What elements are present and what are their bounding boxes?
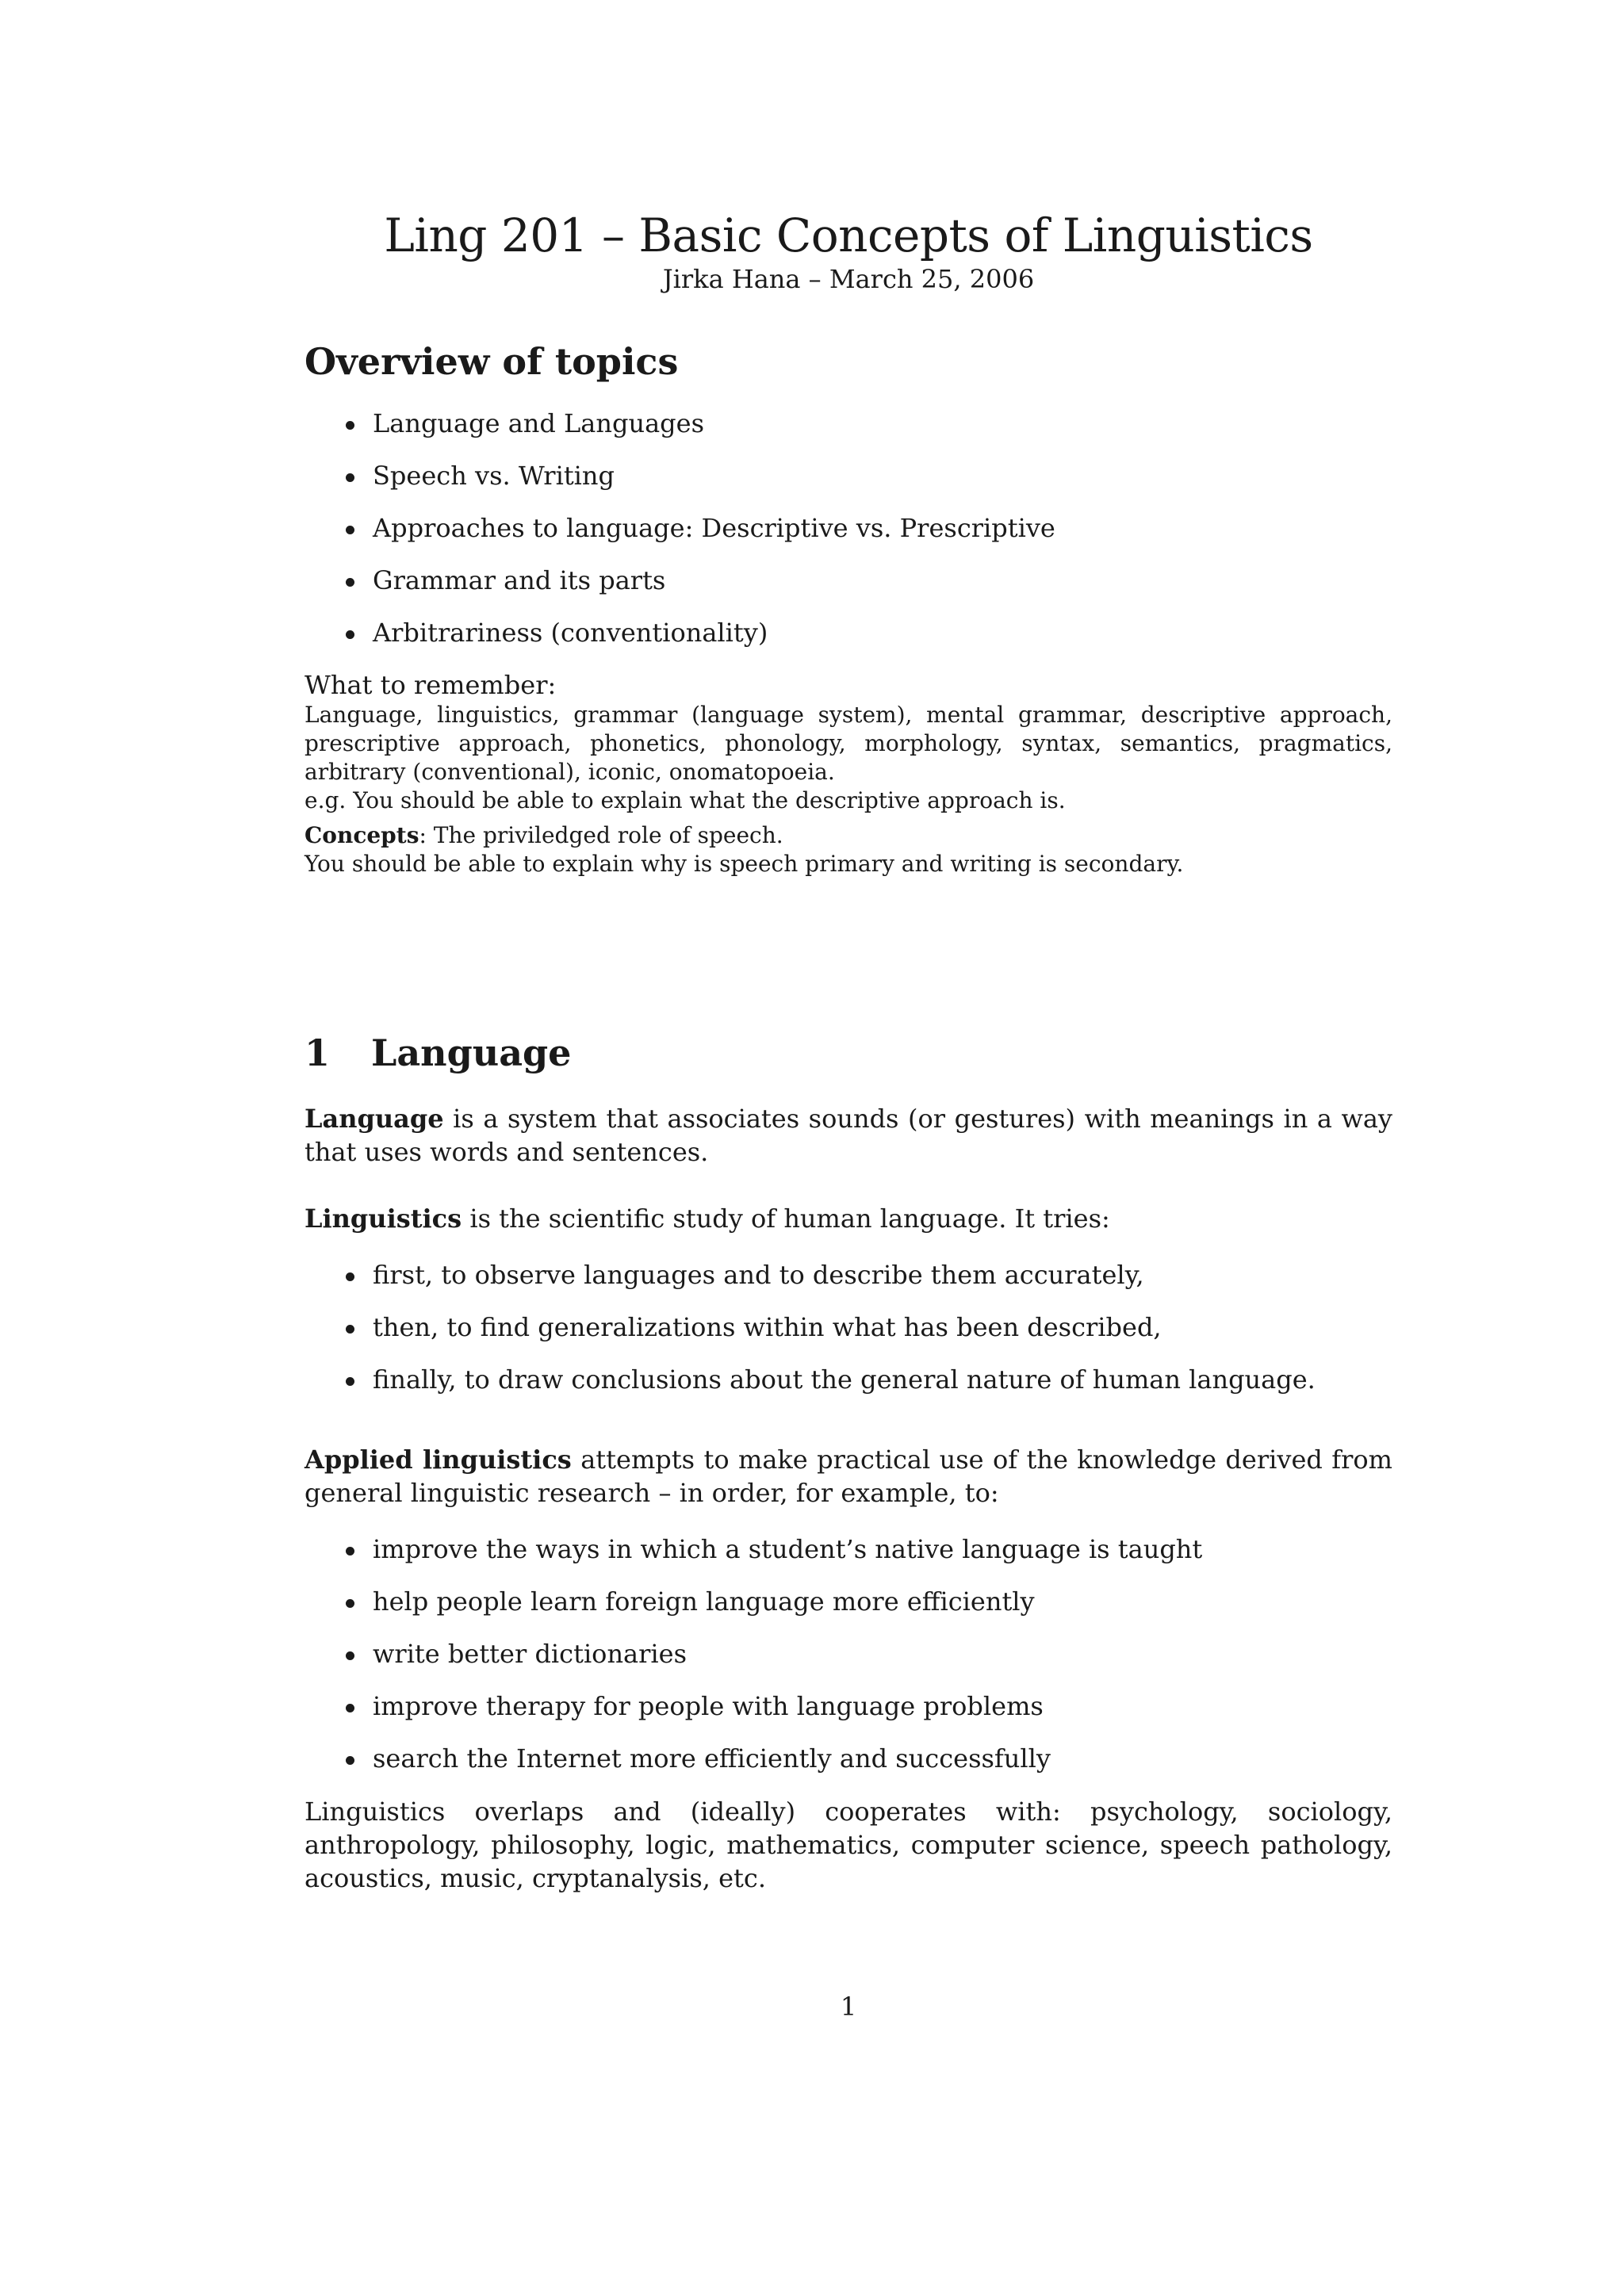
list-item: first, to observe languages and to describe them accurately, — [304, 1259, 1392, 1291]
applied-def-text: attempts to make practical use of the knowledge derived from general linguistic research – in order, for example, to: — [304, 1445, 1393, 1508]
list-item: finally, to draw conclusions about the general nature of human language. — [304, 1364, 1392, 1395]
overview-list — [304, 408, 1392, 649]
concepts-text: : The priviledged role of speech. — [419, 822, 783, 848]
list-item: write better dictionaries — [304, 1638, 1392, 1670]
concepts-line — [304, 821, 1392, 850]
title-block — [304, 208, 1392, 295]
overlap-paragraph: Linguistics overlaps and (ideally) cooperates with: psychology, sociology, anthropology, philosophy, logic, mathematics, computer science, speech pathology, acoustics, music, cryptanalysis, etc. — [304, 1797, 1392, 1893]
language-def-text: is a system that associates sounds (or gestures) with meanings in a way that uses words and sentences. — [304, 1104, 1392, 1167]
document-page — [304, 0, 1392, 2296]
section-language — [304, 1031, 1392, 1895]
linguistics-definition — [304, 1202, 1392, 1235]
language-definition — [304, 1102, 1392, 1169]
list-item: Grammar and its parts — [304, 564, 1392, 596]
list-item: help people learn foreign language more efficiently — [304, 1586, 1392, 1617]
remember-label: What to remember: — [304, 670, 557, 700]
linguistics-list — [304, 1259, 1392, 1395]
applied-term: Applied linguistics — [304, 1445, 572, 1475]
section-number: 1 — [304, 1031, 331, 1074]
linguistics-def-text: is the scientific study of human language. It tries: — [462, 1203, 1110, 1234]
list-item: Language and Languages — [304, 408, 1392, 439]
list-item: then, to find generalizations within what has been described, — [304, 1311, 1392, 1343]
list-item: improve the ways in which a student’s native language is taught — [304, 1533, 1392, 1565]
language-term: Language — [304, 1104, 444, 1134]
section-title: Language — [371, 1031, 572, 1074]
overview-heading: Overview of topics — [304, 340, 679, 383]
linguistics-term: Linguistics — [304, 1203, 462, 1234]
concepts-note: You should be able to explain why is speech primary and writing is secondary. — [304, 851, 1184, 877]
document-subtitle: Jirka Hana – March 25, 2006 — [662, 264, 1035, 294]
section-heading — [304, 1031, 1392, 1075]
applied-definition — [304, 1443, 1392, 1510]
remember-text: Language, linguistics, grammar (language system), mental grammar, descriptive approach, prescriptive approach, phonetics, phonology, morphology, syntax, semantics, pragmatics, arbitrary (conventional), iconic, onomatopoeia. — [304, 702, 1392, 785]
concepts-label: Concepts — [304, 822, 419, 848]
list-item: improve therapy for people with language problems — [304, 1690, 1392, 1722]
list-item: search the Internet more efficiently and successfully — [304, 1743, 1392, 1774]
page-number: 1 — [840, 1992, 857, 2022]
list-item: Arbitrariness (conventionality) — [304, 617, 1392, 649]
list-item: Speech vs. Writing — [304, 460, 1392, 492]
overview-section — [304, 339, 1392, 878]
example-text: e.g. You should be able to explain what the descriptive approach is. — [304, 787, 1066, 813]
document-title: Ling 201 – Basic Concepts of Linguistics — [384, 209, 1313, 262]
list-item: Approaches to language: Descriptive vs. Prescriptive — [304, 512, 1392, 544]
applied-list — [304, 1533, 1392, 1774]
